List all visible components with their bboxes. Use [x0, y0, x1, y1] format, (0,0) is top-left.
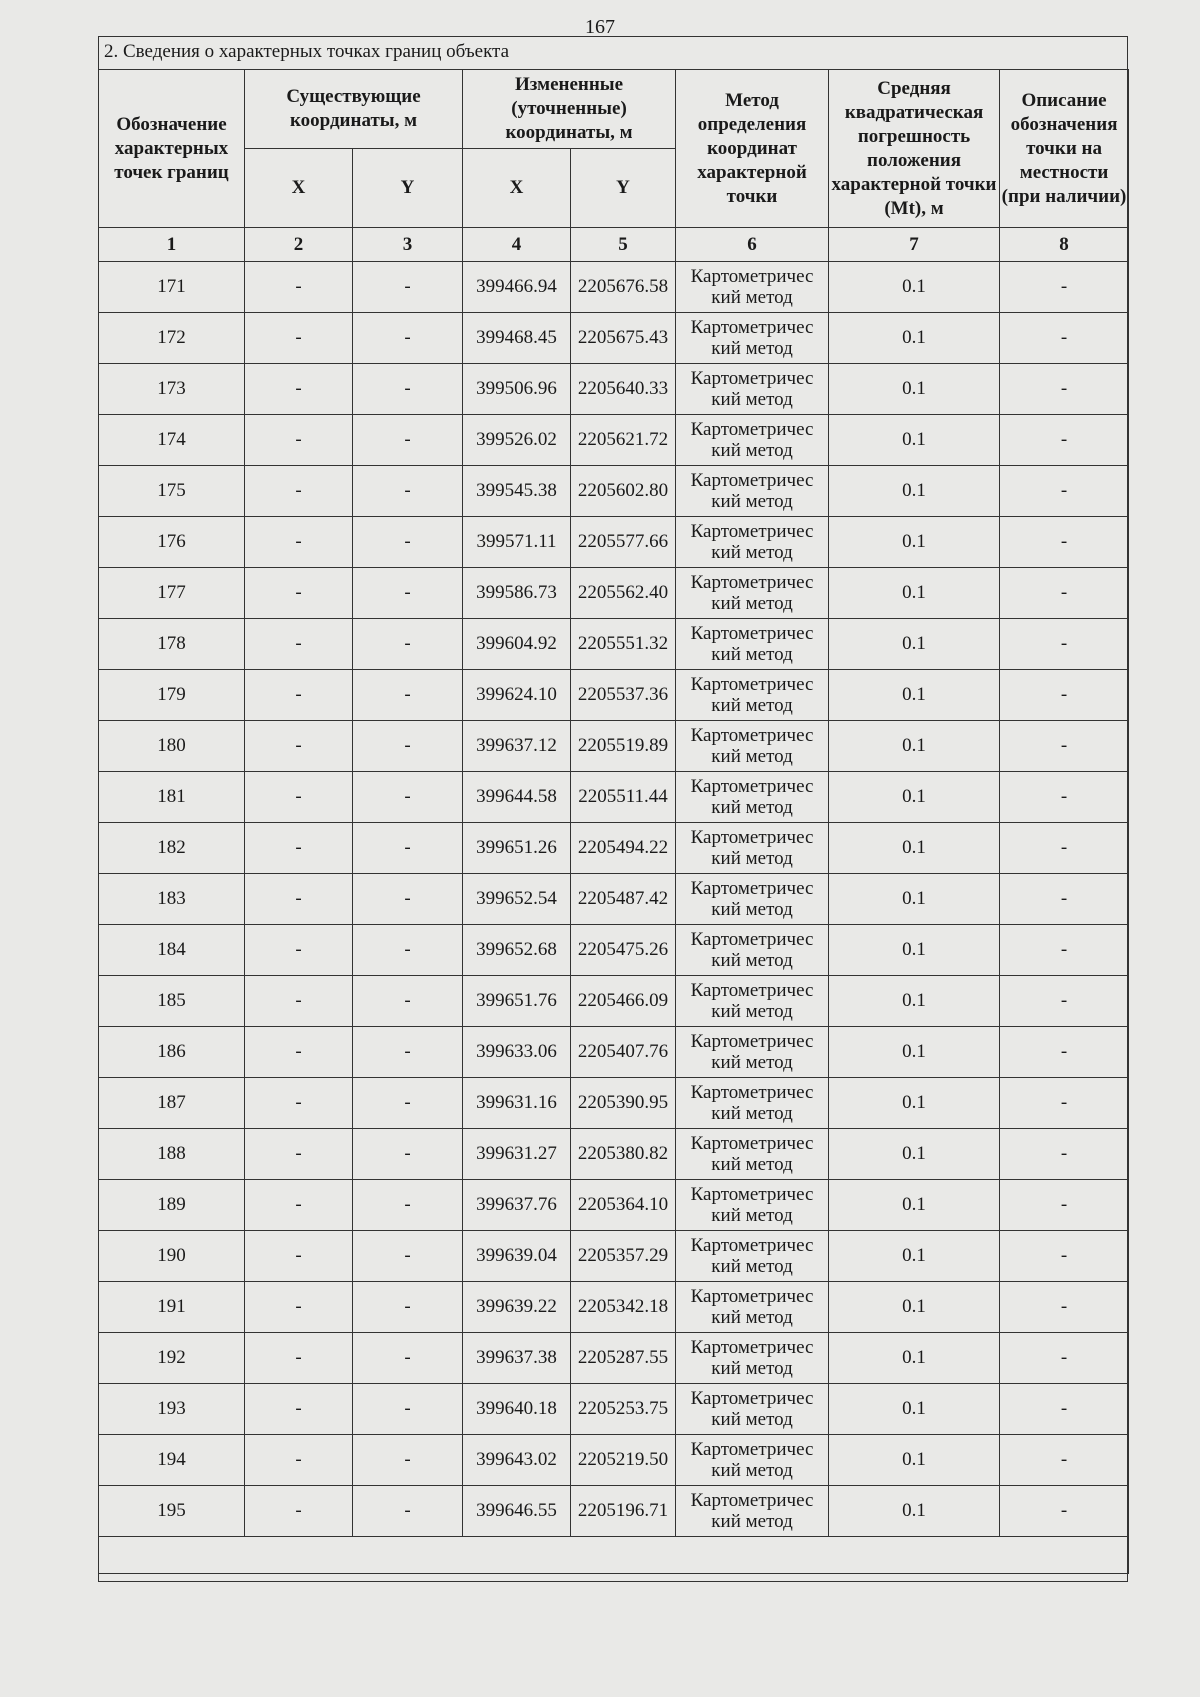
table-row [99, 976, 1129, 1027]
column-number: 2 [245, 228, 353, 262]
description-cell: - [1000, 925, 1129, 976]
existing-x-cell: - [245, 1282, 353, 1333]
method-cell: Картометричес кий метод [676, 1027, 829, 1078]
error-cell: 0.1 [829, 1435, 1000, 1486]
existing-y-cell: - [353, 874, 463, 925]
description-cell: - [1000, 670, 1129, 721]
existing-x-cell: - [245, 1435, 353, 1486]
changed-x-cell: 399646.55 [463, 1486, 571, 1537]
method-cell: Картометричес кий метод [676, 874, 829, 925]
existing-x-cell: - [245, 772, 353, 823]
method-cell: Картометричес кий метод [676, 262, 829, 313]
error-cell: 0.1 [829, 670, 1000, 721]
error-cell: 0.1 [829, 517, 1000, 568]
method-cell: Картометричес кий метод [676, 823, 829, 874]
method-cell: Картометричес кий метод [676, 1333, 829, 1384]
error-cell: 0.1 [829, 415, 1000, 466]
changed-y-cell: 2205621.72 [571, 415, 676, 466]
changed-y-cell: 2205342.18 [571, 1282, 676, 1333]
column-number: 6 [676, 228, 829, 262]
point-cell: 188 [99, 1129, 245, 1180]
changed-y-cell: 2205562.40 [571, 568, 676, 619]
existing-y-cell: - [353, 670, 463, 721]
method-cell: Картометричес кий метод [676, 1231, 829, 1282]
section-title: 2. Сведения о характерных точках границ объекта [104, 41, 510, 62]
table-row [99, 619, 1129, 670]
page-number: 167 [585, 16, 615, 38]
changed-y-cell: 2205219.50 [571, 1435, 676, 1486]
method-cell: Картометричес кий метод [676, 517, 829, 568]
method-cell: Картометричес кий метод [676, 1486, 829, 1537]
header-description: Описание обозначения точки на местности (при наличии) [1000, 70, 1129, 228]
point-cell: 173 [99, 364, 245, 415]
point-cell: 187 [99, 1078, 245, 1129]
method-cell: Картометричес кий метод [676, 1282, 829, 1333]
description-cell: - [1000, 1333, 1129, 1384]
description-cell: - [1000, 415, 1129, 466]
method-cell: Картометричес кий метод [676, 721, 829, 772]
existing-y-cell: - [353, 568, 463, 619]
error-cell: 0.1 [829, 1486, 1000, 1537]
table-row [99, 517, 1129, 568]
document-frame [98, 36, 1128, 1582]
existing-x-cell: - [245, 1129, 353, 1180]
header-existing-x: X [245, 149, 353, 228]
changed-x-cell: 399468.45 [463, 313, 571, 364]
existing-x-cell: - [245, 517, 353, 568]
header-existing-coords: Существующие координаты, м [245, 70, 463, 149]
point-cell: 195 [99, 1486, 245, 1537]
error-cell: 0.1 [829, 1180, 1000, 1231]
point-cell: 194 [99, 1435, 245, 1486]
description-cell: - [1000, 1129, 1129, 1180]
existing-y-cell: - [353, 262, 463, 313]
changed-y-cell: 2205511.44 [571, 772, 676, 823]
point-cell: 189 [99, 1180, 245, 1231]
point-cell: 190 [99, 1231, 245, 1282]
existing-x-cell: - [245, 415, 353, 466]
existing-x-cell: - [245, 925, 353, 976]
existing-x-cell: - [245, 619, 353, 670]
changed-x-cell: 399571.11 [463, 517, 571, 568]
header-error: Средняя квадратическая погрешность положения характерной точки (Mt), м [829, 70, 1000, 228]
changed-y-cell: 2205494.22 [571, 823, 676, 874]
error-cell: 0.1 [829, 364, 1000, 415]
changed-x-cell: 399526.02 [463, 415, 571, 466]
column-number: 5 [571, 228, 676, 262]
changed-y-cell: 2205602.80 [571, 466, 676, 517]
existing-y-cell: - [353, 1129, 463, 1180]
method-cell: Картометричес кий метод [676, 670, 829, 721]
error-cell: 0.1 [829, 1231, 1000, 1282]
changed-y-cell: 2205675.43 [571, 313, 676, 364]
existing-y-cell: - [353, 1027, 463, 1078]
header-changed-coords: Измененные (уточненные) координаты, м [463, 70, 676, 149]
table-row [99, 1282, 1129, 1333]
changed-x-cell: 399506.96 [463, 364, 571, 415]
existing-y-cell: - [353, 1282, 463, 1333]
point-cell: 174 [99, 415, 245, 466]
description-cell: - [1000, 1384, 1129, 1435]
description-cell: - [1000, 517, 1129, 568]
description-cell: - [1000, 1027, 1129, 1078]
existing-y-cell: - [353, 1435, 463, 1486]
empty-row [99, 1537, 1129, 1574]
method-cell: Картометричес кий метод [676, 1078, 829, 1129]
existing-y-cell: - [353, 313, 463, 364]
table-row [99, 823, 1129, 874]
changed-y-cell: 2205390.95 [571, 1078, 676, 1129]
changed-y-cell: 2205357.29 [571, 1231, 676, 1282]
existing-y-cell: - [353, 925, 463, 976]
changed-y-cell: 2205640.33 [571, 364, 676, 415]
point-cell: 193 [99, 1384, 245, 1435]
existing-x-cell: - [245, 721, 353, 772]
existing-x-cell: - [245, 1027, 353, 1078]
changed-x-cell: 399639.04 [463, 1231, 571, 1282]
existing-x-cell: - [245, 1078, 353, 1129]
method-cell: Картометричес кий метод [676, 1384, 829, 1435]
description-cell: - [1000, 313, 1129, 364]
error-cell: 0.1 [829, 925, 1000, 976]
point-cell: 192 [99, 1333, 245, 1384]
method-cell: Картометричес кий метод [676, 313, 829, 364]
existing-y-cell: - [353, 466, 463, 517]
changed-y-cell: 2205287.55 [571, 1333, 676, 1384]
column-number: 1 [99, 228, 245, 262]
description-cell: - [1000, 874, 1129, 925]
boundary-points-table [98, 69, 1129, 1574]
existing-x-cell: - [245, 364, 353, 415]
existing-y-cell: - [353, 364, 463, 415]
changed-y-cell: 2205407.76 [571, 1027, 676, 1078]
error-cell: 0.1 [829, 313, 1000, 364]
header-changed-x: X [463, 149, 571, 228]
description-cell: - [1000, 1435, 1129, 1486]
changed-x-cell: 399639.22 [463, 1282, 571, 1333]
table-row [99, 364, 1129, 415]
table-row [99, 1078, 1129, 1129]
existing-x-cell: - [245, 1180, 353, 1231]
error-cell: 0.1 [829, 1384, 1000, 1435]
method-cell: Картометричес кий метод [676, 1180, 829, 1231]
header-existing-y: Y [353, 149, 463, 228]
description-cell: - [1000, 976, 1129, 1027]
description-cell: - [1000, 568, 1129, 619]
existing-x-cell: - [245, 568, 353, 619]
table-row [99, 925, 1129, 976]
existing-y-cell: - [353, 517, 463, 568]
method-cell: Картометричес кий метод [676, 466, 829, 517]
error-cell: 0.1 [829, 619, 1000, 670]
description-cell: - [1000, 619, 1129, 670]
error-cell: 0.1 [829, 1027, 1000, 1078]
method-cell: Картометричес кий метод [676, 772, 829, 823]
error-cell: 0.1 [829, 976, 1000, 1027]
description-cell: - [1000, 772, 1129, 823]
existing-x-cell: - [245, 1333, 353, 1384]
changed-y-cell: 2205466.09 [571, 976, 676, 1027]
table-row [99, 874, 1129, 925]
existing-y-cell: - [353, 721, 463, 772]
table-row [99, 1486, 1129, 1537]
table-row [99, 670, 1129, 721]
table-row [99, 262, 1129, 313]
changed-y-cell: 2205196.71 [571, 1486, 676, 1537]
table-row [99, 1129, 1129, 1180]
error-cell: 0.1 [829, 772, 1000, 823]
point-cell: 176 [99, 517, 245, 568]
existing-y-cell: - [353, 772, 463, 823]
existing-y-cell: - [353, 415, 463, 466]
table-row [99, 313, 1129, 364]
method-cell: Картометричес кий метод [676, 364, 829, 415]
table-row [99, 772, 1129, 823]
existing-x-cell: - [245, 466, 353, 517]
column-number: 7 [829, 228, 1000, 262]
existing-y-cell: - [353, 1180, 463, 1231]
method-cell: Картометричес кий метод [676, 925, 829, 976]
existing-y-cell: - [353, 823, 463, 874]
error-cell: 0.1 [829, 1129, 1000, 1180]
table-row [99, 1231, 1129, 1282]
description-cell: - [1000, 721, 1129, 772]
changed-x-cell: 399631.27 [463, 1129, 571, 1180]
point-cell: 177 [99, 568, 245, 619]
description-cell: - [1000, 1078, 1129, 1129]
point-cell: 182 [99, 823, 245, 874]
error-cell: 0.1 [829, 1282, 1000, 1333]
empty-cell [99, 1537, 1129, 1574]
error-cell: 0.1 [829, 1333, 1000, 1384]
existing-y-cell: - [353, 1231, 463, 1282]
table-row [99, 1027, 1129, 1078]
existing-x-cell: - [245, 313, 353, 364]
changed-y-cell: 2205253.75 [571, 1384, 676, 1435]
changed-x-cell: 399652.68 [463, 925, 571, 976]
changed-x-cell: 399466.94 [463, 262, 571, 313]
method-cell: Картометричес кий метод [676, 1435, 829, 1486]
method-cell: Картометричес кий метод [676, 976, 829, 1027]
column-number: 4 [463, 228, 571, 262]
existing-x-cell: - [245, 1486, 353, 1537]
existing-x-cell: - [245, 262, 353, 313]
table-row [99, 1180, 1129, 1231]
changed-x-cell: 399637.12 [463, 721, 571, 772]
existing-y-cell: - [353, 1333, 463, 1384]
point-cell: 175 [99, 466, 245, 517]
point-cell: 191 [99, 1282, 245, 1333]
method-cell: Картометричес кий метод [676, 1129, 829, 1180]
point-cell: 181 [99, 772, 245, 823]
changed-y-cell: 2205676.58 [571, 262, 676, 313]
error-cell: 0.1 [829, 721, 1000, 772]
existing-x-cell: - [245, 1384, 353, 1435]
header-point: Обозначение характерных точек границ [99, 70, 245, 228]
point-cell: 186 [99, 1027, 245, 1078]
point-cell: 185 [99, 976, 245, 1027]
point-cell: 179 [99, 670, 245, 721]
error-cell: 0.1 [829, 466, 1000, 517]
error-cell: 0.1 [829, 568, 1000, 619]
changed-y-cell: 2205364.10 [571, 1180, 676, 1231]
changed-x-cell: 399640.18 [463, 1384, 571, 1435]
changed-y-cell: 2205537.36 [571, 670, 676, 721]
header-method: Метод определения координат характерной точки [676, 70, 829, 228]
point-cell: 171 [99, 262, 245, 313]
point-cell: 183 [99, 874, 245, 925]
existing-x-cell: - [245, 976, 353, 1027]
table-row [99, 1384, 1129, 1435]
column-number: 8 [1000, 228, 1129, 262]
changed-x-cell: 399637.76 [463, 1180, 571, 1231]
error-cell: 0.1 [829, 823, 1000, 874]
column-number: 3 [353, 228, 463, 262]
point-cell: 184 [99, 925, 245, 976]
description-cell: - [1000, 1486, 1129, 1537]
table-row [99, 415, 1129, 466]
error-cell: 0.1 [829, 262, 1000, 313]
changed-x-cell: 399637.38 [463, 1333, 571, 1384]
point-cell: 180 [99, 721, 245, 772]
method-cell: Картометричес кий метод [676, 568, 829, 619]
existing-y-cell: - [353, 1486, 463, 1537]
description-cell: - [1000, 1282, 1129, 1333]
table-row [99, 1333, 1129, 1384]
method-cell: Картометричес кий метод [676, 415, 829, 466]
changed-y-cell: 2205475.26 [571, 925, 676, 976]
changed-y-cell: 2205577.66 [571, 517, 676, 568]
description-cell: - [1000, 262, 1129, 313]
existing-x-cell: - [245, 823, 353, 874]
description-cell: - [1000, 364, 1129, 415]
changed-x-cell: 399651.76 [463, 976, 571, 1027]
changed-x-cell: 399644.58 [463, 772, 571, 823]
changed-y-cell: 2205487.42 [571, 874, 676, 925]
changed-x-cell: 399624.10 [463, 670, 571, 721]
error-cell: 0.1 [829, 1078, 1000, 1129]
error-cell: 0.1 [829, 874, 1000, 925]
table-row [99, 568, 1129, 619]
existing-y-cell: - [353, 619, 463, 670]
existing-y-cell: - [353, 1384, 463, 1435]
description-cell: - [1000, 466, 1129, 517]
existing-y-cell: - [353, 976, 463, 1027]
changed-x-cell: 399631.16 [463, 1078, 571, 1129]
changed-x-cell: 399651.26 [463, 823, 571, 874]
existing-x-cell: - [245, 874, 353, 925]
existing-y-cell: - [353, 1078, 463, 1129]
changed-y-cell: 2205519.89 [571, 721, 676, 772]
point-cell: 172 [99, 313, 245, 364]
description-cell: - [1000, 1180, 1129, 1231]
method-cell: Картометричес кий метод [676, 619, 829, 670]
header-changed-y: Y [571, 149, 676, 228]
changed-x-cell: 399633.06 [463, 1027, 571, 1078]
changed-y-cell: 2205380.82 [571, 1129, 676, 1180]
existing-x-cell: - [245, 1231, 353, 1282]
changed-x-cell: 399604.92 [463, 619, 571, 670]
changed-x-cell: 399652.54 [463, 874, 571, 925]
changed-x-cell: 399586.73 [463, 568, 571, 619]
changed-x-cell: 399643.02 [463, 1435, 571, 1486]
table-row [99, 1435, 1129, 1486]
description-cell: - [1000, 1231, 1129, 1282]
column-number-row [99, 228, 1129, 262]
existing-x-cell: - [245, 670, 353, 721]
point-cell: 178 [99, 619, 245, 670]
description-cell: - [1000, 823, 1129, 874]
changed-y-cell: 2205551.32 [571, 619, 676, 670]
table-row [99, 721, 1129, 772]
changed-x-cell: 399545.38 [463, 466, 571, 517]
table-row [99, 466, 1129, 517]
